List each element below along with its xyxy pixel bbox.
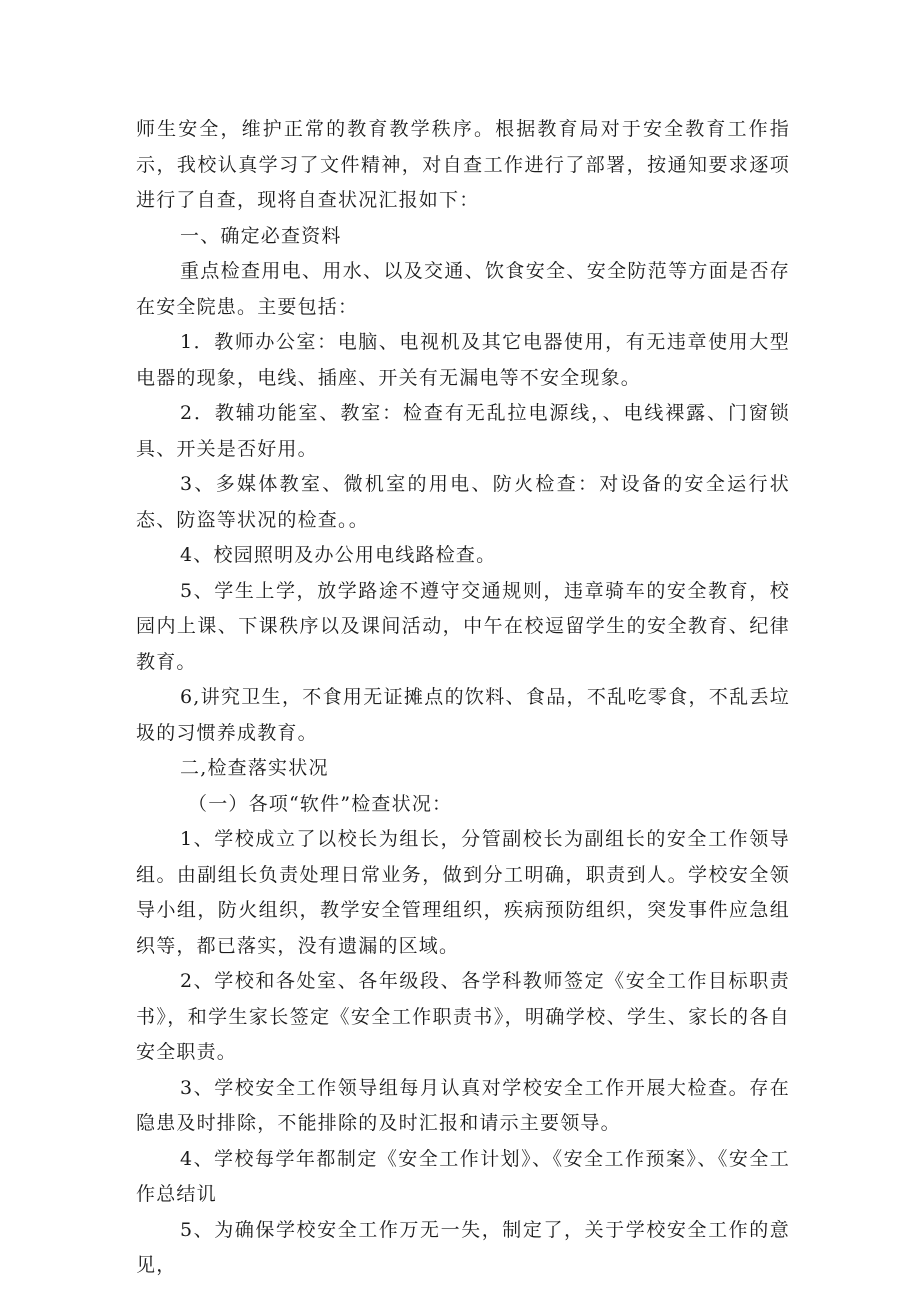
- list-item-4: 4、校园照明及办公用电线路检查。: [180, 544, 497, 566]
- list-item-3: 3、多媒体教室、微机室的用电、防火检查：对设备的安全运行状态、防盗等状况的检查。。: [136, 473, 790, 531]
- list-item-6: 6,讲究卫生，不食用无证摊点的饮料、食品，不乱吃零食，不乱丢垃圾的习惯养成教育。: [136, 686, 790, 744]
- paragraph: 重点检查用电、用水、以及交通、饮食安全、安全防范等方面是否存在安全院患。主要包括：: [136, 260, 790, 318]
- list-item-9: 3、学校安全工作领导组每月认真对学校安全工作开展大检查。存在隐患及时排除，不能排除的及时汇报和请示主要领导。: [136, 1076, 790, 1134]
- section-heading-2: 二,检查落实状况: [180, 757, 329, 779]
- list-item-8: 2、学校和各处室、各年级段、各学科教师签定《安全工作目标职责书》，和学生家长签定《安全工作职责书》，明确学校、学生、家长的各自安全职责。: [136, 970, 790, 1063]
- list-item-5: 5、学生上学，放学路途不遵守交通规则，违章骑车的安全教育，校园内上课、下课秩序以及课间活动，中午在校逗留学生的安全教育、纪律教育。: [136, 579, 790, 673]
- list-item-1: 1．教师办公室：电脑、电视机及其它电器使用，有无违章使用大型电器的现象，电线、插座、开关有无漏电等不安全现象。: [136, 331, 790, 389]
- list-item-10: 4、学校每学年都制定《安全工作计划》、《安全工作预案》、《安全工作总结讥: [136, 1147, 790, 1205]
- paragraph-intro: 师生安全，维护正常的教育教学秩序。根据教育局对于安全教育工作指示，我校认真学习了文件精神，对自查工作进行了部署，按通知要求逐项进行了自查，现将自查状况汇报如下：: [136, 118, 790, 211]
- list-item-2: 2．教辅功能室、教室：检查有无乱拉电源线，、电线裸露、门窗锁具、开关是否好用。: [136, 402, 790, 460]
- list-item-11: 5、为确保学校安全工作万无一失，制定了，关于学校安全工作的意见，: [136, 1218, 790, 1276]
- subsection-heading: （一）各项“软件”检查状况：: [188, 792, 453, 815]
- list-item-7: 1、学校成立了以校长为组长，分管副校长为副组长的安全工作领导组。由副组长负责处理日常业务，做到分工明确，职责到人。学校安全领导小组，防火组织，教学安全管理组织，疾病预防组织，突发事件应急组织等，都已落实，没有遗漏的区域。: [136, 828, 790, 957]
- document-body: [136, 112, 790, 1284]
- section-heading-1: 一、确定必查资料: [180, 224, 342, 247]
